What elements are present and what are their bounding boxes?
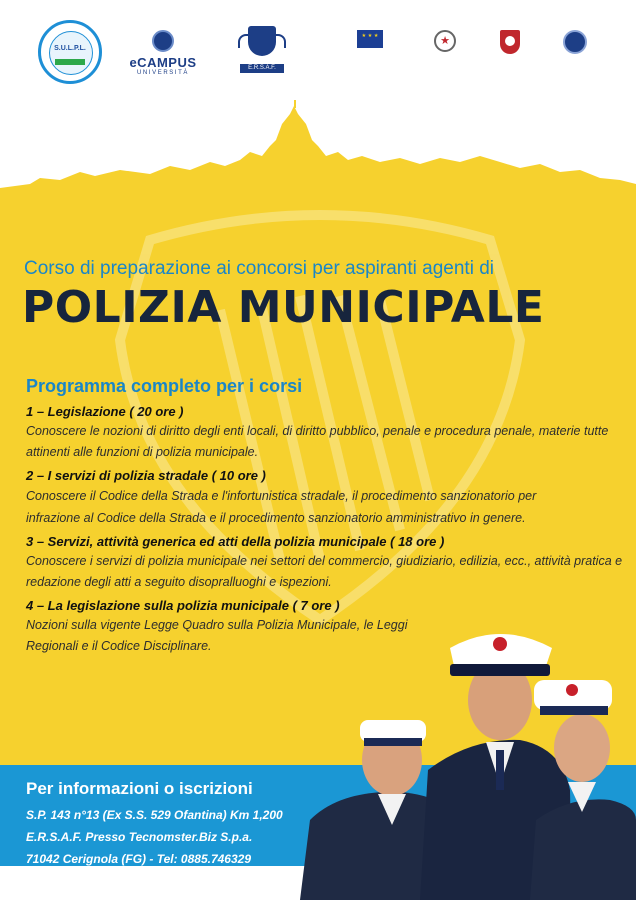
logo-row	[0, 0, 636, 100]
italian-emblem-icon	[434, 30, 456, 52]
eu-flag-icon	[357, 30, 383, 48]
ecampus-logo	[126, 30, 200, 80]
eu-logo	[334, 30, 406, 76]
ersaf-logo	[222, 24, 302, 84]
module-4-description: Nozioni sulla vigente Legge Quadro sulla Polizia Municipale, le Leggi Regionali e il Codice Disciplinare.	[26, 618, 408, 653]
course-subtitle: Corso di preparazione ai concorsi per aspiranti agenti di	[24, 258, 494, 279]
certification-logo	[544, 30, 606, 76]
program-section	[26, 376, 626, 661]
ecampus-logo-sub: UNIVERSITÀ	[136, 70, 189, 76]
module-1-description: Conoscere le nozioni di diritto degli enti locali, di diritto pubblico, penale e procedura penale, materie tutte attinenti alle funzioni di polizia municipale.	[26, 424, 609, 459]
module-2-title: 2 – I servizi di polizia stradale ( 10 ore )	[26, 468, 266, 483]
italy-logo	[414, 30, 476, 76]
city-skyline-illustration	[0, 100, 636, 210]
sulpl-badge-icon	[38, 20, 102, 84]
info-title: Per informazioni o iscrizioni	[26, 779, 253, 798]
info-contact-line: 71042 Cerignola (FG) - Tel: 0885.746329	[26, 852, 251, 866]
puglia-crest-icon	[500, 30, 520, 54]
module-2-description: Conoscere il Codice della Strada e l'infortunistica stradale, il procedimento sanzionatorio per infrazione al Codice della Strada e il procedimento sanzionatorio amministrativo in genere.	[26, 489, 537, 525]
module-3-title: 3 – Servizi, attività generica ed atti della polizia municipale ( 18 ore )	[26, 534, 445, 549]
sulpl-logo-text: S.U.L.P.L.	[54, 45, 86, 52]
info-company-line: E.R.S.A.F. Presso Tecnomster.Biz S.p.a.	[26, 830, 253, 844]
info-address-line: S.P. 143 n°13 (Ex S.S. 529 Ofantina) Km 1,200	[26, 808, 283, 822]
page-title: POLIZIA MUNICIPALE	[22, 282, 545, 333]
module-4-title: 4 – La legislazione sulla polizia municipale ( 7 ore )	[26, 598, 340, 613]
certification-seal-icon	[563, 30, 587, 54]
program-title: Programma completo per i corsi	[26, 376, 303, 396]
ersaf-emblem-icon	[238, 24, 286, 64]
ecampus-globe-icon	[152, 30, 174, 52]
module-3-description: Conoscere i servizi di polizia municipale nei settori del commercio, giudiziario, edilizia, ecc., attività pratica e redazione degli atti a seguito disopralluoghi e ispezioni.	[26, 554, 623, 589]
puglia-logo	[482, 30, 538, 76]
ersaf-logo-name: E.R.S.A.F.	[240, 64, 284, 73]
police-officers-photo	[300, 620, 636, 900]
module-1-title: 1 – Legislazione ( 20 ore )	[26, 404, 184, 419]
ecampus-logo-name: eCAMPUS	[129, 55, 197, 70]
